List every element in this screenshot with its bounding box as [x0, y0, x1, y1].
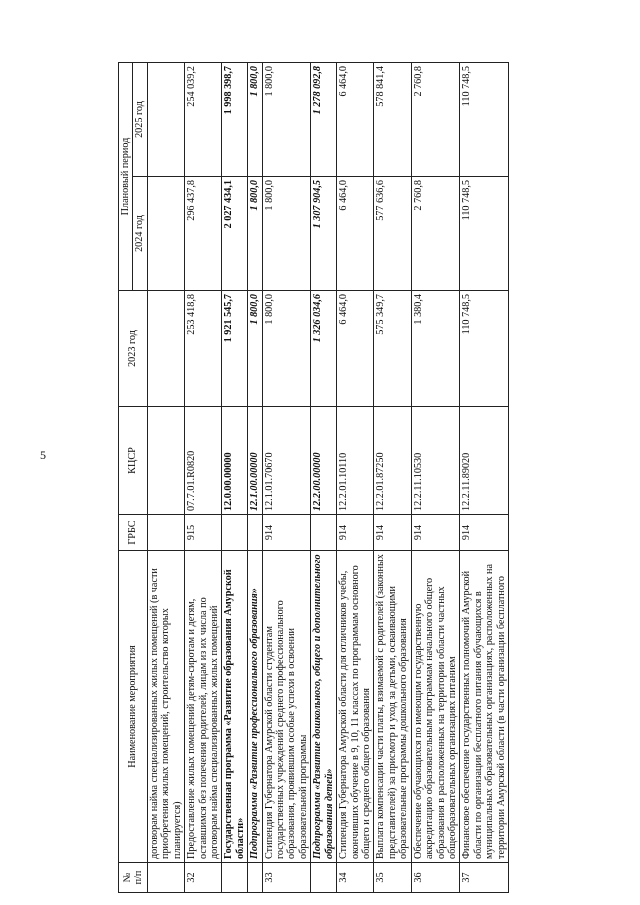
cell-2023: 253 418,8 [185, 291, 222, 407]
cell-2023: 575 349,7 [374, 291, 411, 407]
cell-kcsr: 12.0.00.00000 [222, 407, 248, 515]
table-row [460, 62, 509, 892]
cell-2023 [147, 291, 184, 407]
cell-no: 36 [411, 863, 460, 893]
cell-grbs: 914 [460, 515, 509, 551]
cell-grbs: 914 [262, 515, 311, 551]
cell-grbs: 915 [185, 515, 222, 551]
cell-2024: 1 800,0 [262, 177, 311, 291]
cell-grbs [311, 515, 337, 551]
cell-2024: 2 760,8 [411, 177, 460, 291]
header-name: Наименование мероприятия [119, 551, 148, 863]
header-plan-period: Плановый период [119, 62, 133, 290]
header-kcsr: КЦСР [119, 407, 148, 515]
cell-no: 34 [337, 863, 374, 893]
cell-2024: 1 800,0 [248, 177, 262, 291]
header-2024: 2024 год [133, 177, 147, 291]
table-row [185, 62, 222, 892]
table-row [311, 62, 337, 892]
cell-kcsr: 12.1.00.00000 [248, 407, 262, 515]
cell-name: договорам найма специализированных жилых помещений (в части приобретения жилых помещений, строительство которых планируется) [147, 551, 184, 863]
cell-2024: 6 464,0 [337, 177, 374, 291]
table-row [147, 62, 184, 892]
cell-grbs: 914 [411, 515, 460, 551]
cell-2024: 296 437,8 [185, 177, 222, 291]
cell-kcsr: 12.2.11.10530 [411, 407, 460, 515]
cell-kcsr: 12.1.01.70670 [262, 407, 311, 515]
table-row [411, 62, 460, 892]
cell-kcsr: 12.2.11.89020 [460, 407, 509, 515]
cell-name: Стипендия Губернатора Амурской области для отличников учебы, окончивших обучение в 9, 10, 11 классах по программам основного общего и среднего общего образования [337, 551, 374, 863]
cell-2023: 1 326 034,6 [311, 291, 337, 407]
cell-no: 33 [262, 863, 311, 893]
cell-2025: 2 760,8 [411, 62, 460, 176]
page-number: 5 [40, 448, 46, 462]
cell-2023: 1 800,0 [248, 291, 262, 407]
cell-name: Выплата компенсации части платы, взимаемой с родителей (законных представителей) за присмотр и уход за детьми, осваивающими образовательные программы дошкольного образования [374, 551, 411, 863]
cell-2025: 1 998 398,7 [222, 62, 248, 176]
cell-kcsr: 12.2.00.00000 [311, 407, 337, 515]
cell-name: Подпрограмма «Развитие профессионального образования» [248, 551, 262, 863]
budget-table [118, 62, 509, 893]
header-2023: 2023 год [119, 291, 148, 407]
cell-grbs: 914 [337, 515, 374, 551]
cell-2025: 110 748,5 [460, 62, 509, 176]
cell-no: 32 [185, 863, 222, 893]
table-row [222, 62, 248, 892]
cell-no: 37 [460, 863, 509, 893]
cell-grbs [248, 515, 262, 551]
cell-name: Подпрограмма «Развитие дошкольного, общего и дополнительного образования детей» [311, 551, 337, 863]
cell-no [222, 863, 248, 893]
cell-no [147, 863, 184, 893]
header-no: № п/п [119, 863, 148, 893]
cell-2024: 110 748,5 [460, 177, 509, 291]
cell-2025: 1 800,0 [248, 62, 262, 176]
cell-no [311, 863, 337, 893]
cell-2023: 1 921 545,7 [222, 291, 248, 407]
cell-name: Предоставление жилых помещений детям-сиротам и детям, оставшимся без попечения родителей, лицам из их числа по договорам найма специализированных жилых помещений [185, 551, 222, 863]
cell-2025: 6 464,0 [337, 62, 374, 176]
table-row [374, 62, 411, 892]
table-row [248, 62, 262, 892]
cell-2023: 110 748,5 [460, 291, 509, 407]
cell-2023: 1 380,4 [411, 291, 460, 407]
cell-grbs [147, 515, 184, 551]
cell-kcsr [147, 407, 184, 515]
cell-kcsr: 12.2.01.87250 [374, 407, 411, 515]
cell-2025: 254 039,2 [185, 62, 222, 176]
cell-kcsr: 12.2.01.10110 [337, 407, 374, 515]
cell-2024: 2 027 434,1 [222, 177, 248, 291]
cell-no: 35 [374, 863, 411, 893]
cell-2025: 1 278 092,8 [311, 62, 337, 176]
cell-name: Стипендия Губернатора Амурской области студентам государственных учреждений среднего профессионального образования, проявившим особые успехи в освоении образовательной программы [262, 551, 311, 863]
cell-grbs [222, 515, 248, 551]
cell-2024: 577 636,6 [374, 177, 411, 291]
header-2025: 2025 год [133, 62, 147, 176]
cell-name: Государственная программа «Развитие образования Амурской области» [222, 551, 248, 863]
cell-2024 [147, 177, 184, 291]
cell-name: Обеспечение обучающихся по имеющим государственную аккредитацию образовательным программам начального общего образования в расположенных на территории области частных общеобразовательных организациях питанием [411, 551, 460, 863]
table-row [337, 62, 374, 892]
rotated-table-container [118, 63, 585, 893]
cell-name: Финансовое обеспечение государственных полномочий Амурской области по организации бесплатного питания обучающихся в муниципальных образовательных организациях, расположенных на территории Амурской области (в части организации бесплатного [460, 551, 509, 863]
cell-no [248, 863, 262, 893]
cell-kcsr: 07.7.01.R0820 [185, 407, 222, 515]
cell-2023: 1 800,0 [262, 291, 311, 407]
cell-2025 [147, 62, 184, 176]
table-row [262, 62, 311, 892]
cell-2025: 1 800,0 [262, 62, 311, 176]
cell-2024: 1 307 904,5 [311, 177, 337, 291]
cell-grbs: 914 [374, 515, 411, 551]
header-grbs: ГРБС [119, 515, 148, 551]
cell-2023: 6 464,0 [337, 291, 374, 407]
cell-2025: 578 841,4 [374, 62, 411, 176]
